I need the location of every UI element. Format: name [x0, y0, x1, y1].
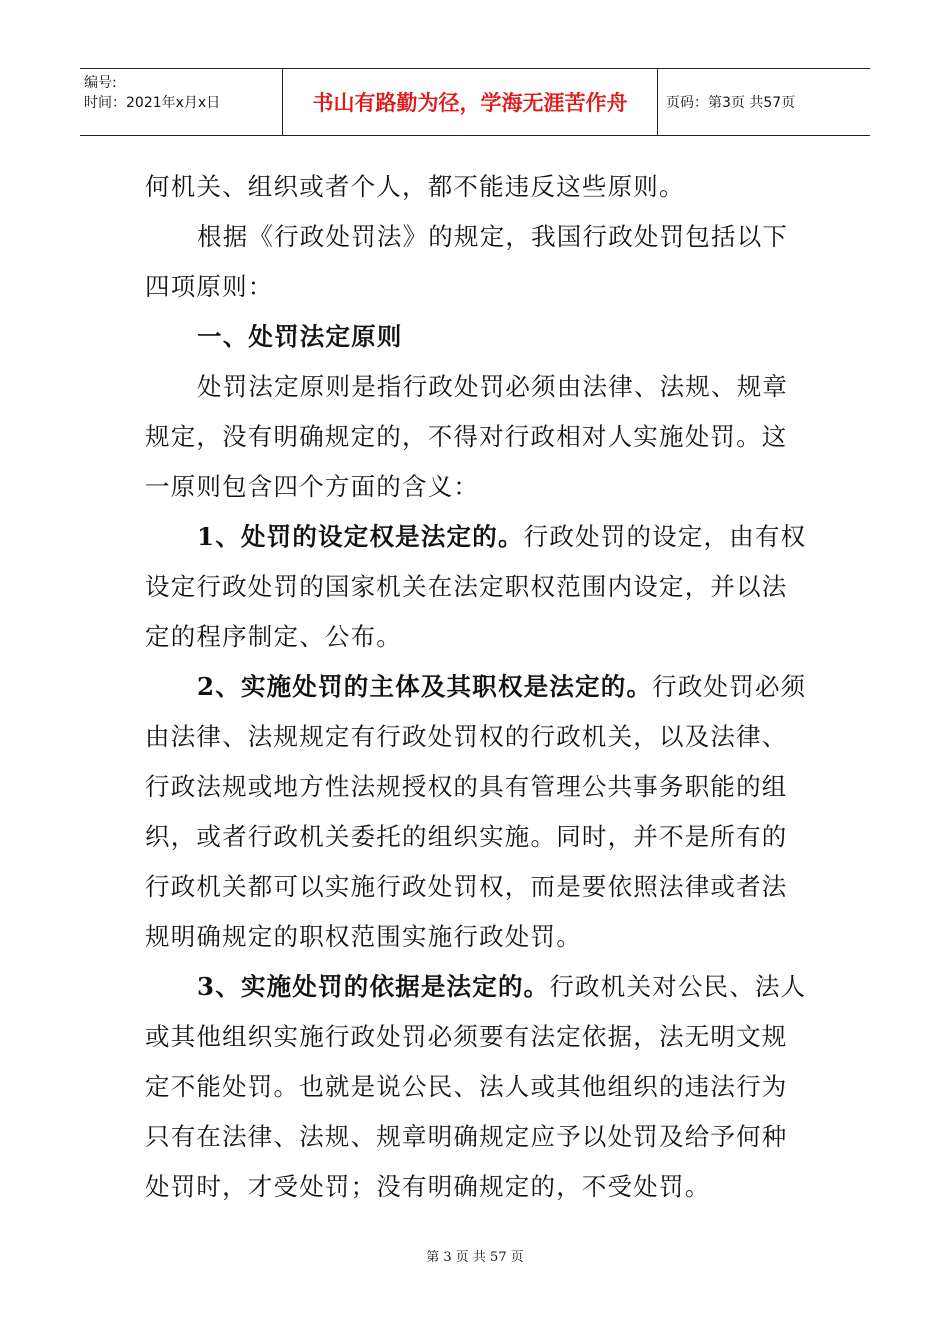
paragraph-continued: 何机关、组织或者个人，都不能违反这些原则。 — [145, 172, 685, 201]
list-item-1-text: 行政处罚的设定，由有权设定行政处罚的国家机关在法定职权范围内设定，并以法定的程序制定、公布。 — [145, 522, 807, 651]
list-item-1 — [145, 512, 810, 662]
document-body — [145, 162, 810, 1212]
time-label: 时间：2021年x月x日 — [84, 95, 221, 111]
header-motto: 书山有路勤为径，学海无涯苦作舟 — [312, 91, 628, 115]
paragraph-intro: 根据《行政处罚法》的规定，我国行政处罚包括以下四项原则： — [145, 222, 789, 301]
list-item-3-title: 3、实施处罚的依据是法定的。 — [197, 972, 550, 1001]
list-item-3 — [145, 962, 810, 1212]
header-meta — [80, 69, 283, 135]
document-header — [80, 68, 870, 136]
section-heading: 一、处罚法定原则 — [197, 322, 403, 351]
list-item-3-text: 行政机关对公民、法人或其他组织实施行政处罚必须要有法定依据，法无明文规定不能处罚。也就是说公民、法人或其他组织的违法行为只有在法律、法规、规章明确规定应予以处罚及给予何种处罚时，才受处罚；没有明确规定的，不受处罚。 — [145, 972, 807, 1201]
list-item-1-title: 1、处罚的设定权是法定的。 — [197, 522, 524, 551]
paragraph-definition: 处罚法定原则是指行政处罚必须由法律、法规、规章规定，没有明确规定的，不得对行政相对人实施处罚。这一原则包含四个方面的含义： — [145, 372, 789, 501]
header-page-info: 页码：第3页 共57页 — [666, 95, 796, 111]
list-item-2-title: 2、实施处罚的主体及其职权是法定的。 — [197, 672, 653, 701]
header-motto-cell — [283, 69, 658, 135]
list-item-2 — [145, 662, 810, 962]
page-footer: 第 3 页 共 57 页 — [426, 1250, 524, 1265]
list-item-2-text: 行政处罚必须由法律、法规规定有行政处罚权的行政机关，以及法律、行政法规或地方性法规授权的具有管理公共事务职能的组织，或者行政机关委托的组织实施。同时，并不是所有的行政机关都可以实施行政处罚权，而是要依照法律或者法规明确规定的职权范围实施行政处罚。 — [145, 672, 807, 951]
number-label: 编号: — [84, 75, 117, 91]
